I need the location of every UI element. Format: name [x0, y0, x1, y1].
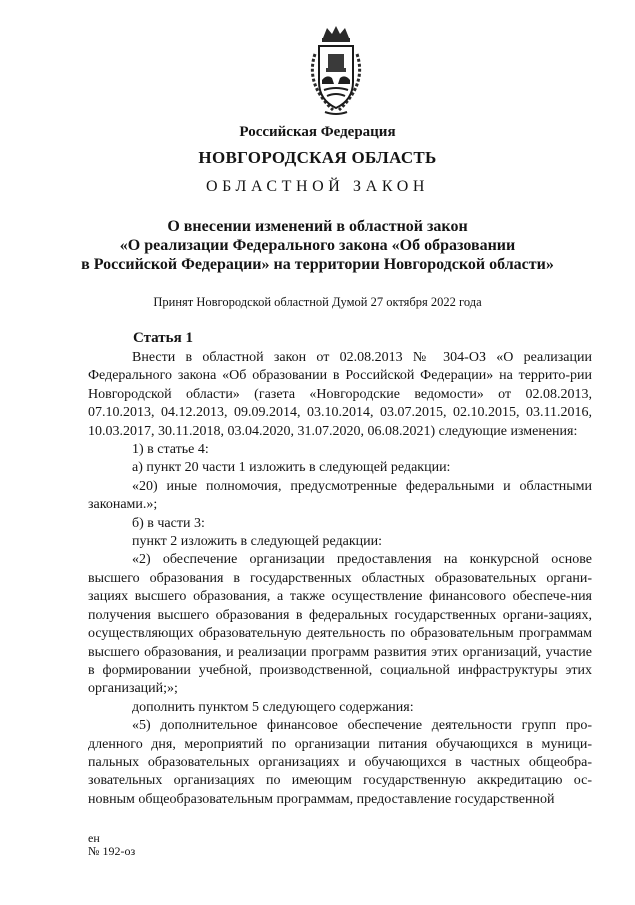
adoption-line: Принят Новгородской областной Думой 27 октября 2022 года: [153, 295, 482, 309]
article-paragraph: «5) дополнительное финансовое обеспечение деятельности групп про-дленного дня, мероприятий по организации питания обучающихся в муници-пальных образовательных организациях и обучающихся в частных общеобра-зовательных организациях по имеющим государственную аккредитацию ос-новным общеобразовательным программам, предоставление государственной: [88, 718, 592, 807]
article-heading: Статья 1: [133, 330, 193, 346]
law-title-line: в Российской Федерации» на территории Новгородской области»: [81, 256, 554, 273]
article-paragraph: Внести в областной закон от 02.08.2013 № 304-ОЗ «О реализации Федерального закона «Об образовании в Российской Федерации» на террито-рии Новгородской области» (газета «Новгородские ведомости» от 02.08.2013, 07.10.2013, 04.12.2013, 09.09.2014, 03.10.2014, 03.07.2015, 02.10.2015, 03.11.2016, 10.03.2017, 30.11.2018, 03.04.2020, 31.07.2020, 06.08.2021) следующие изменения:: [88, 350, 592, 439]
law-type-heading: ОБЛАСТНОЙ ЗАКОН: [205, 178, 429, 195]
article-paragraph: дополнить пунктом 5 следующего содержания:: [132, 699, 414, 715]
article-body: [88, 349, 592, 809]
article-paragraph: а) пункт 20 части 1 изложить в следующей редакции:: [132, 460, 451, 476]
federation-heading: Российская Федерация: [239, 124, 396, 140]
article-paragraph: 1) в статье 4:: [132, 442, 209, 458]
law-title: [0, 217, 635, 274]
novgorod-coat-of-arms-icon: [297, 24, 375, 118]
document-number: № 192-оз: [88, 844, 136, 858]
law-title-line: «О реализации Федерального закона «Об образовании: [119, 237, 516, 254]
article-paragraph: «2) обеспечение организации предоставления на конкурсной основе высшего образования в государственных областных образовательных органи-зациях высшего образования, а также осуществление финансового обеспече-ния получения высшего образования в федеральных государственных органи-зациях, осуществляющих образовательную деятельность по образовательным программам высшего образования, и реализации программ развития этих организаций, участие в формировании учебной, производственной, социальной инфраструктуры этих организаций;»;: [88, 552, 592, 697]
article-paragraph: «20) иные полномочия, предусмотренные федеральными и областными законами.»;: [88, 478, 592, 513]
article-paragraph: пункт 2 изложить в следующей редакции:: [132, 534, 382, 550]
article-paragraph: б) в части 3:: [132, 515, 205, 531]
document-tag: [88, 832, 135, 858]
law-title-line: О внесении изменений в областной закон: [167, 218, 468, 235]
document-initials: ен: [88, 831, 100, 845]
region-heading: НОВГОРОДСКАЯ ОБЛАСТЬ: [198, 148, 437, 167]
